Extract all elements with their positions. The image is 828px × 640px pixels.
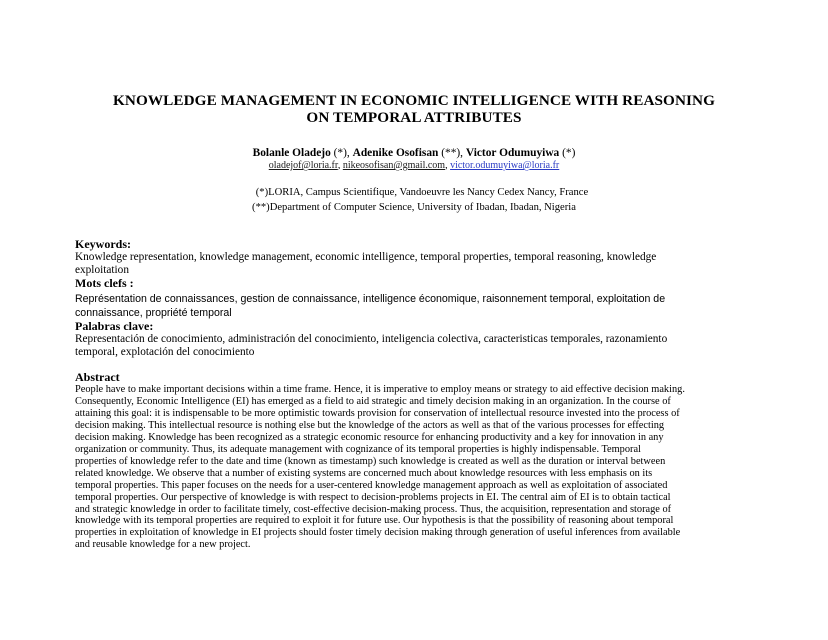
affiliation-2: (**)Department of Computer Science, University of Ibadan, Ibadan, Nigeria [252,202,576,213]
email-link[interactable]: victor.odumuyiwa@loria.fr [450,160,560,171]
author-name: Adenike Osofisan [352,147,439,159]
email-link[interactable]: nikeosofisan@gmail.com [342,160,446,171]
abstract-line: temporal properties. This paper focuses on the needs for a user-centered knowledge management approach as well as exploitation of associated [75,479,668,491]
palabras-clave-line-1: Representación de conocimiento, administración del conocimiento, inteligencia colectiva, caracteristicas temporales, razonamiento [75,333,668,345]
paper-title [60,92,768,126]
keywords-line-2: exploitation [75,263,129,276]
abstract-line: decision making. Knowledge has been recognized as a strategic economic resource for enhancing productivity and a key for innovation in any [75,431,664,443]
abstract-line: properties of knowledge refer to the date and time (known as timestamp) such knowledge is created as well as the duration or interval between [75,455,666,467]
email-separator: , [337,160,343,171]
affiliation-1: (*)LORIA, Campus Scientifique, Vandoeuvre les Nancy Cedex Nancy, France [255,187,589,198]
abstract-line: related knowledge. We observe that a number of existing systems are concerned much about knowledge resources with less emphasis on its [75,467,653,479]
author-name: Bolanle Oladejo [252,147,331,159]
abstract-line: and strategic knowledge in order to facilitate timely, cost-effective decision-making process. Thus, the acquisition, representation and storage of [75,503,672,515]
keywords-heading: Keywords: [75,237,131,251]
author-name: Victor Odumuyiwa [465,147,560,159]
keywords-section [75,238,755,276]
palabras-clave-heading: Palabras clave: [75,319,154,333]
author-affiliation-mark: (**), [438,147,466,159]
abstract-line: decision making. This intellectual resource is nothing else but the knowledge of the actors as well as that of the various processes for effecting [75,419,665,431]
email-separator: , [445,160,451,171]
keywords-line-1: Knowledge representation, knowledge management, economic intelligence, temporal properties, temporal reasoning, knowledge [75,251,657,263]
palabras-clave-section [75,320,755,358]
abstract-line: People have to make important decisions within a time frame. Hence, it is imperative to employ means or strategy to aid effective decision making. [75,384,685,395]
mots-clefs-line-1: Représentation de connaissances, gestion de connaissance, intelligence économique, raisonnement temporal, exploitation de [75,293,666,305]
palabras-clave-line-2: temporal, explotación del conocimiento [75,345,255,358]
abstract-line: attaining this goal: it is indispensable to be more optimistic towards provision for conservation of intellectual resource invested into the process of [75,407,680,419]
paper-title-line-1: KNOWLEDGE MANAGEMENT IN ECONOMIC INTELLIGENCE WITH REASONING [112,92,716,109]
abstract-section [75,371,755,551]
mots-clefs-section [75,277,755,320]
email-link[interactable]: oladejof@loria.fr [268,160,338,171]
author-emails [0,160,828,172]
abstract-line: Consequently, Economic Intelligence (EI) has emerged as a field to aid strategic and timely decision making in an organization. In the course of [75,395,671,407]
abstract-line: knowledge with its temporal properties are required to exploit it for future use. Our hypothesis is that the possibility of reasoning about temporal [75,515,674,527]
mots-clefs-heading: Mots clefs : [75,276,134,290]
mots-clefs-line-2: connaissance, propriété temporal [75,307,232,319]
abstract-heading: Abstract [75,370,120,384]
author-list [0,147,828,160]
abstract-line: temporal properties. Our perspective of knowledge is with respect to decision-problems projects in EI. The central aim of EI is to obtain tactical [75,491,671,503]
abstract-line: and reusable knowledge for a new project. [75,539,251,551]
author-affiliation-mark: (*), [330,147,353,159]
author-affiliation-mark: (*) [559,147,576,159]
abstract-line: properties in exploitation of knowledge in EI projects should foster timely decision making through generation of useful inferences from available [75,527,681,539]
abstract-body [75,384,755,551]
abstract-line: organization or community. Thus, its adequate management with cognizance of its temporal properties is highly indispensable. Temporal [75,443,641,455]
paper-title-line-2: ON TEMPORAL ATTRIBUTES [306,109,522,126]
